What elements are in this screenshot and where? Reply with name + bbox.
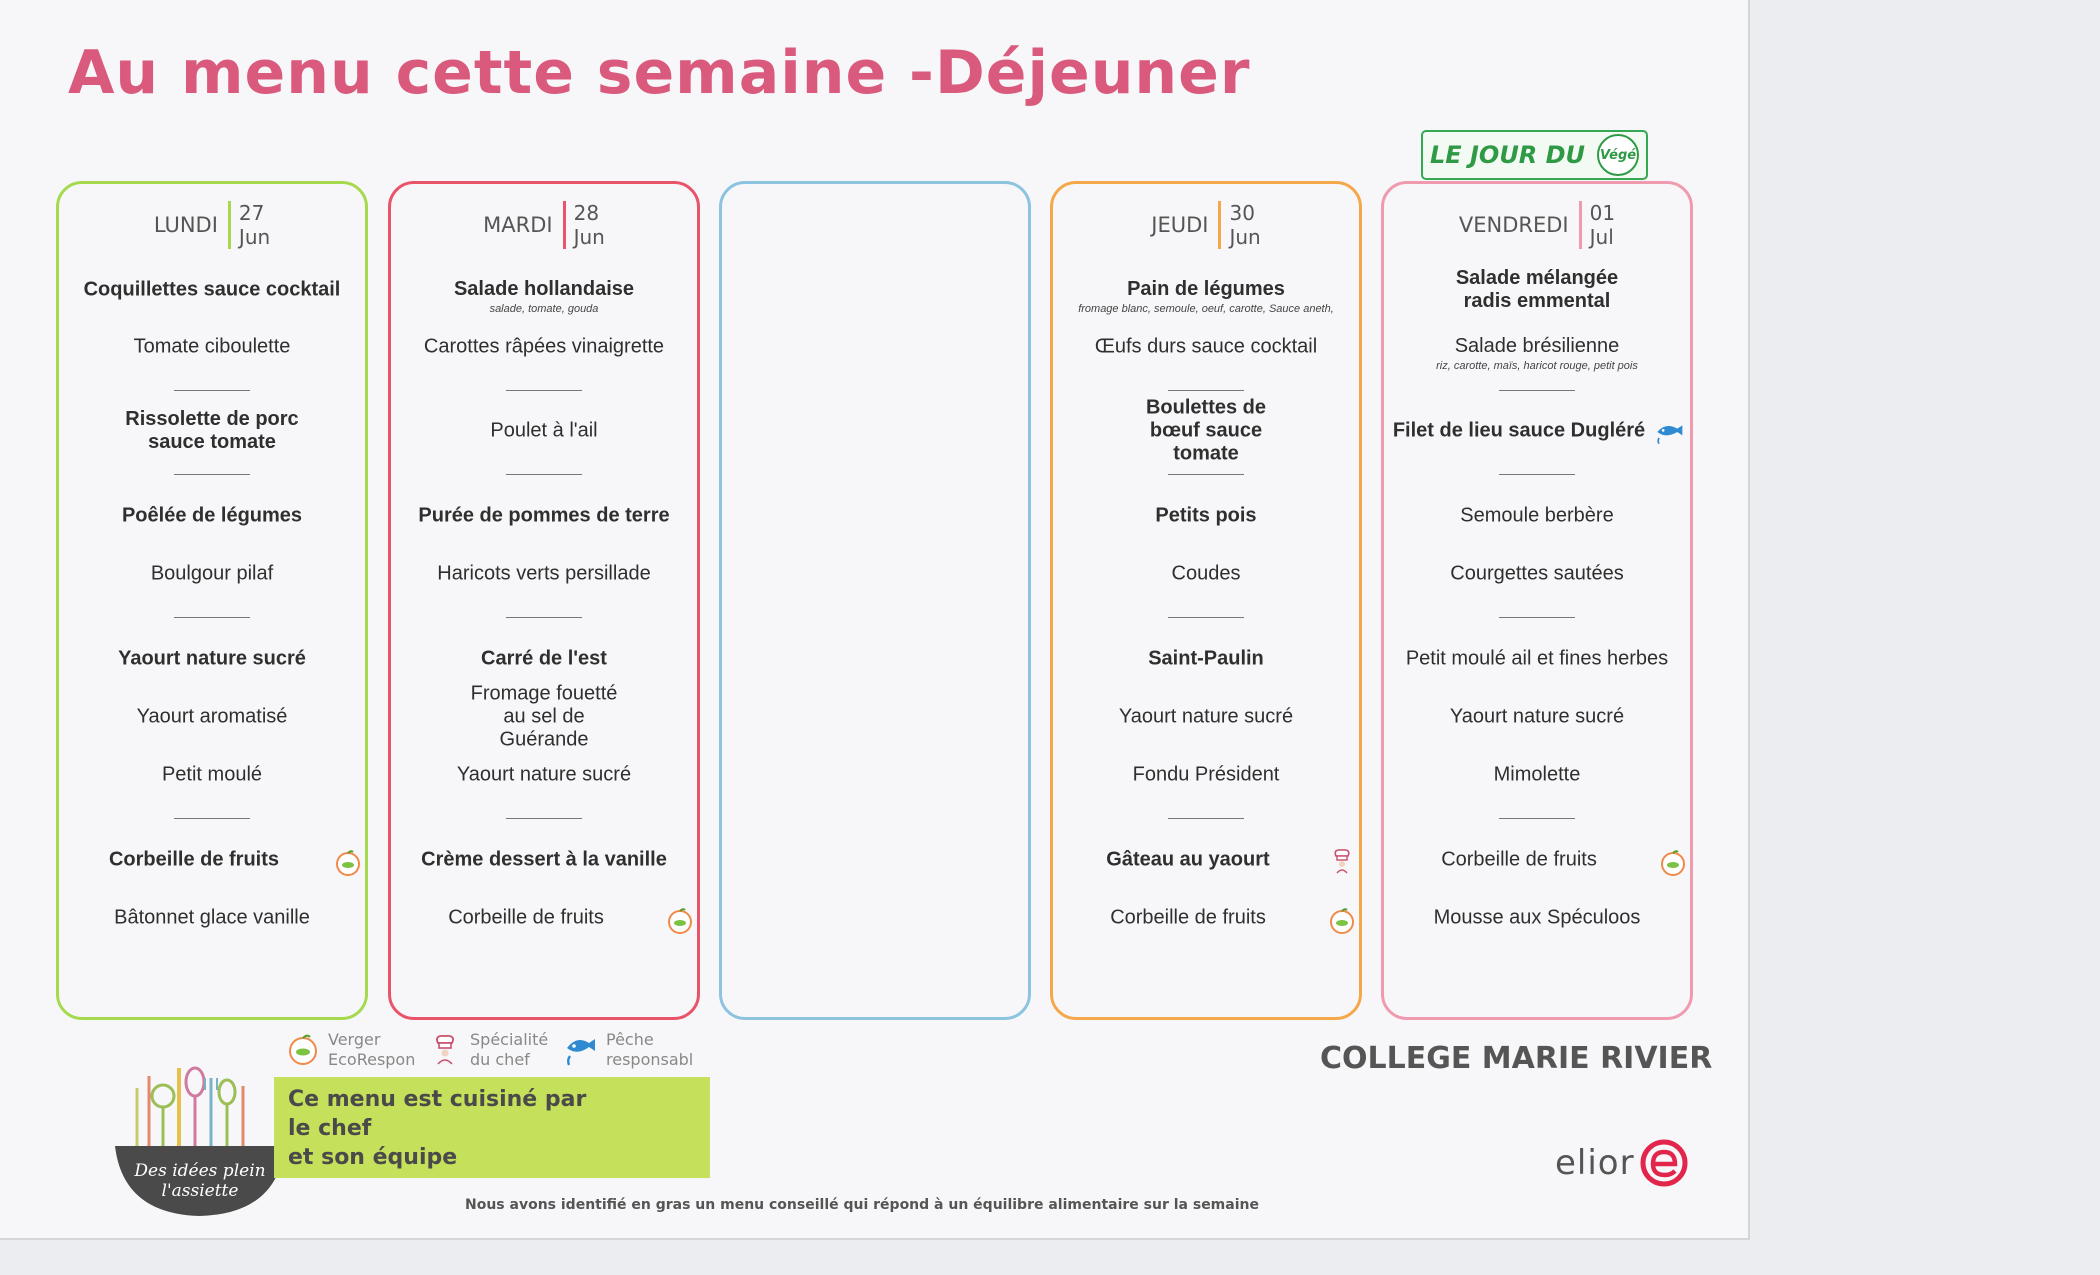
legend-line1: Verger <box>328 1030 381 1049</box>
menu-item-entree-1: Salade mélangée radis emmental <box>1455 267 1619 312</box>
menu-item-dessert-1: Corbeille de fruits <box>1441 848 1597 871</box>
footnote: Nous avons identifié en gras un menu conseillé qui répond à un équilibre alimentaire sur la semaine <box>465 1197 1259 1213</box>
menu-item-dessert-2: Bâtonnet glace vanille <box>114 906 310 929</box>
day-header <box>1053 196 1359 254</box>
course-divider <box>1499 390 1575 391</box>
menu-item-laitage-1: Yaourt nature sucré <box>118 647 306 670</box>
menu-item-dessert-1: Gâteau au yaourt <box>1106 848 1270 871</box>
menu-item-garniture-2: Courgettes sautées <box>1450 562 1624 585</box>
day-date <box>1579 201 1615 249</box>
day-card-jeudi <box>1050 181 1362 1020</box>
menu-item-laitage-2: Yaourt aromatisé <box>136 705 288 728</box>
ideas-logo-line1: Des idées plein <box>134 1161 266 1181</box>
menu-item-entree-2 <box>1388 335 1686 373</box>
day-name: LUNDI <box>153 213 218 237</box>
verger-ecoresponsable-icon <box>1327 905 1357 935</box>
course-divider <box>1168 390 1244 391</box>
course-divider <box>174 818 250 819</box>
course-divider <box>174 617 250 618</box>
course-divider <box>174 390 250 391</box>
menu-item-plat: Filet de lieu sauce Dugléré <box>1392 419 1646 442</box>
day-month: Jun <box>1229 225 1261 249</box>
menu-item-dessert-1: Corbeille de fruits <box>108 848 280 871</box>
legend-line1: Spécialité <box>470 1030 549 1049</box>
day-card-empty <box>719 181 1031 1020</box>
menu-item-entree-2: Tomate ciboulette <box>133 335 291 358</box>
verger-ecoresponsable-icon <box>665 905 695 935</box>
menu-item-garniture-2: Boulgour pilaf <box>150 562 274 585</box>
menu-item-entree-1 <box>395 278 693 316</box>
course-divider <box>506 390 582 391</box>
menu-item-detail: fromage blanc, semoule, oeuf, carotte, Sauce aneth, <box>1078 303 1334 315</box>
day-number: 28 <box>573 201 600 225</box>
menu-item-laitage-2: Yaourt nature sucré <box>1449 705 1625 728</box>
ideas-logo-line2: l'assiette <box>161 1181 239 1201</box>
day-name: MARDI <box>483 213 553 237</box>
menu-item-garniture-1: Poêlée de légumes <box>121 504 303 527</box>
day-number: 30 <box>1229 201 1255 225</box>
peche-responsable-icon <box>1654 417 1690 447</box>
peche-responsable-icon <box>564 1030 598 1066</box>
menu-item-garniture-2: Coudes <box>1171 562 1241 585</box>
day-card-vendredi <box>1381 181 1693 1020</box>
course-divider <box>1499 818 1575 819</box>
legend-line2: EcoRespon <box>328 1050 416 1069</box>
menu-item-laitage-1: Saint-Paulin <box>1148 647 1264 670</box>
legend-verger <box>286 1030 415 1070</box>
college-name: COLLEGE MARIE RIVIER <box>1320 1041 1713 1076</box>
day-number: 01 <box>1589 201 1616 225</box>
day-month: Jul <box>1589 225 1614 249</box>
menu-item-garniture-1: Semoule berbère <box>1460 504 1614 527</box>
day-name: JEUDI <box>1151 213 1209 237</box>
menu-item-laitage-1: Petit moulé ail et fines herbes <box>1405 647 1669 670</box>
course-divider <box>1499 474 1575 475</box>
menu-item-laitage-3: Yaourt nature sucré <box>456 763 632 786</box>
day-month: Jun <box>238 225 271 249</box>
menu-item-label: Pain de légumes <box>1127 278 1285 300</box>
menu-item-garniture-1: Petits pois <box>1155 504 1257 527</box>
menu-item-laitage-3: Mimolette <box>1493 763 1581 786</box>
menu-item-garniture-1: Purée de pommes de terre <box>418 504 670 527</box>
legend-peche <box>564 1030 693 1070</box>
specialite-chef-icon <box>428 1030 462 1066</box>
menu-item-laitage-1: Carré de l'est <box>481 647 607 670</box>
des-idees-plein-assiette-logo <box>115 1048 285 1216</box>
menu-item-entree-2: Carottes râpées vinaigrette <box>423 335 665 358</box>
menu-item-laitage-2: Fromage fouetté au sel de Guérande <box>470 682 618 751</box>
vege-circle-icon: Végé <box>1597 134 1639 176</box>
course-divider <box>506 617 582 618</box>
menu-item-laitage-3: Fondu Président <box>1132 763 1280 786</box>
menu-item-dessert-2: Corbeille de fruits <box>1110 906 1266 929</box>
day-name: VENDREDI <box>1458 213 1569 237</box>
menu-item-garniture-2: Haricots verts persillade <box>437 562 651 585</box>
menu-item-laitage-3: Petit moulé <box>161 763 263 786</box>
day-date <box>1218 201 1260 249</box>
menu-item-detail: riz, carotte, maïs, haricot rouge, petit pois <box>1436 360 1638 372</box>
day-date <box>563 201 605 249</box>
verger-ecoresponsable-icon <box>1658 847 1688 877</box>
chef-line2: le chef <box>288 1116 372 1141</box>
brand-name: elior <box>1555 1143 1635 1183</box>
menu-item-dessert-2: Mousse aux Spéculoos <box>1433 906 1641 929</box>
menu-item-dessert-2: Corbeille de fruits <box>448 906 604 929</box>
elior-logo <box>1555 1138 1689 1188</box>
day-card-mardi <box>388 181 700 1020</box>
page-title: Au menu cette semaine -Déjeuner <box>68 38 1251 108</box>
menu-item-plat: Boulettes de bœuf sauce tomate <box>1145 396 1267 465</box>
legend-line2: du chef <box>470 1050 530 1069</box>
menu-item-plat: Rissolette de porc sauce tomate <box>125 408 299 453</box>
verger-ecoresponsable-icon <box>286 1030 320 1066</box>
menu-item-entree-2: Œufs durs sauce cocktail <box>1094 335 1318 358</box>
menu-item-laitage-2: Yaourt nature sucré <box>1118 705 1294 728</box>
verger-ecoresponsable-icon <box>333 847 363 877</box>
chef-message-box <box>274 1077 710 1178</box>
course-divider <box>506 818 582 819</box>
course-divider <box>174 474 250 475</box>
chef-line1: Ce menu est cuisiné par <box>288 1087 587 1112</box>
legend-line2: responsabl <box>606 1050 694 1069</box>
menu-item-detail: salade, tomate, gouda <box>489 303 599 315</box>
legend-specialite <box>428 1030 548 1070</box>
menu-item-plat: Poulet à l'ail <box>490 419 598 442</box>
legend-line1: Pêche <box>606 1030 654 1049</box>
course-divider <box>1499 617 1575 618</box>
specialite-chef-icon <box>1327 845 1357 875</box>
day-header <box>1384 196 1690 254</box>
day-date <box>228 201 270 249</box>
day-header <box>391 196 697 254</box>
course-divider <box>1168 474 1244 475</box>
elior-swirl-icon <box>1639 1138 1689 1188</box>
menu-item-label: Salade hollandaise <box>453 278 635 300</box>
vege-badge-label: LE JOUR DU <box>1429 141 1586 169</box>
course-divider <box>506 474 582 475</box>
chef-line3: et son équipe <box>288 1145 458 1170</box>
day-card-lundi <box>56 181 368 1020</box>
day-number: 27 <box>238 201 265 225</box>
menu-item-entree-1: Coquillettes sauce cocktail <box>83 278 341 301</box>
jour-du-vege-badge <box>1421 130 1648 180</box>
course-divider <box>1168 617 1244 618</box>
menu-item-entree-1 <box>1057 278 1355 316</box>
day-header <box>59 196 365 254</box>
menu-item-label: Salade brésilienne <box>1454 335 1620 357</box>
day-month: Jun <box>573 225 605 249</box>
course-divider <box>1168 818 1244 819</box>
menu-item-dessert-1: Crème dessert à la vanille <box>421 848 667 871</box>
